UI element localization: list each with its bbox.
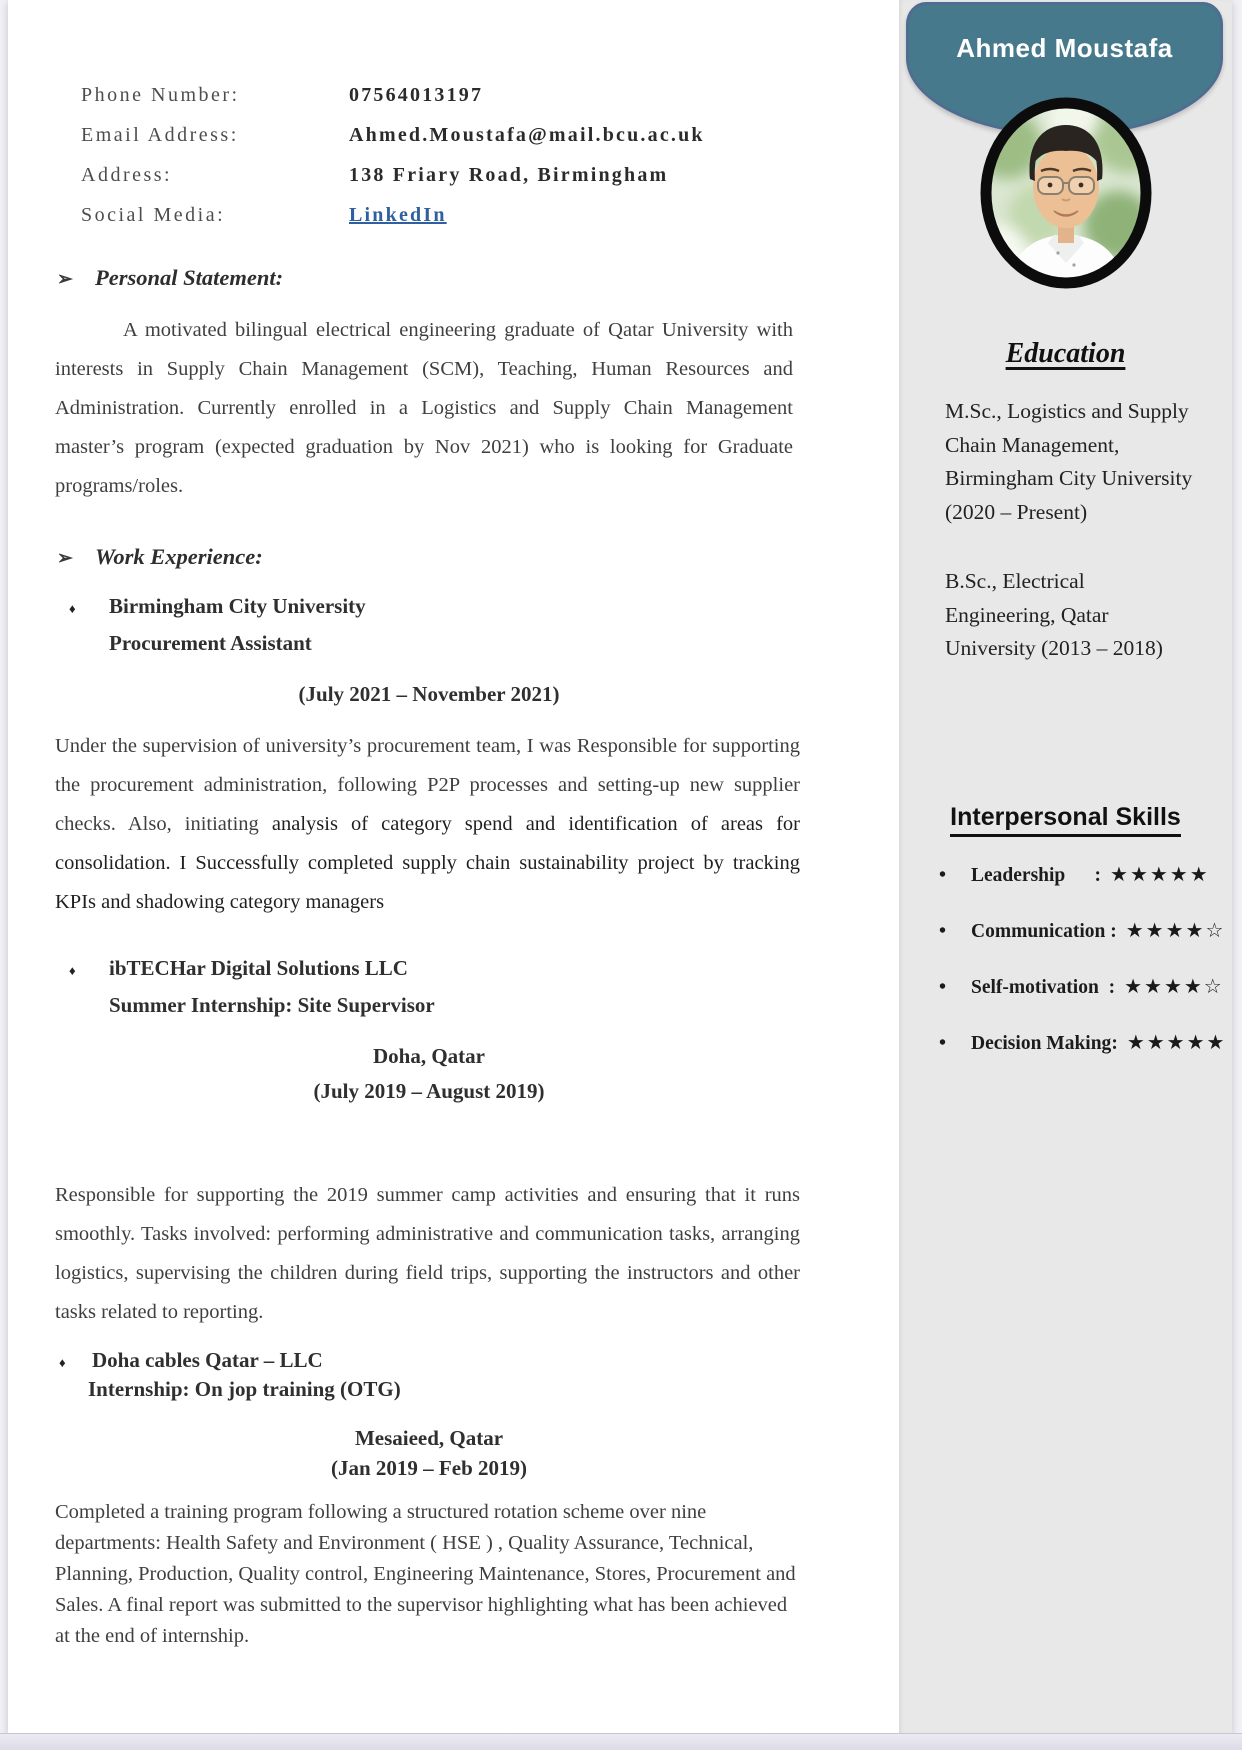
- linkedin-link[interactable]: LinkedIn: [349, 204, 447, 226]
- contact-row-social: [81, 204, 803, 227]
- job-doha-cables: [55, 1348, 803, 1652]
- job-location: Mesaieed, Qatar: [354, 1426, 504, 1450]
- dot-bullet-icon: •: [939, 1032, 947, 1054]
- skill-colon: :: [1065, 865, 1102, 886]
- address-label: Address:: [81, 164, 173, 186]
- star-rating: ★★★★☆: [1124, 974, 1224, 998]
- viewer-bottom-bar: [0, 1733, 1242, 1750]
- job-birmingham-city-university: [55, 594, 803, 922]
- job-description: Responsible for supporting the 2019 summer camp activities and ensuring that it runs smoothly. Tasks involved: performing administrative and communication tasks, arranging logistics, supervising the children during field trips, supporting the instructors and other tasks related to reporting.: [55, 1184, 800, 1323]
- diamond-bullet-icon: ♦: [59, 1355, 66, 1370]
- phone-value: 07564013197: [349, 84, 484, 106]
- skill-label: Self-motivation: [971, 977, 1099, 998]
- skill-self-motivation: [939, 974, 1224, 999]
- dot-bullet-icon: •: [939, 864, 947, 886]
- personal-statement-heading: [57, 265, 803, 291]
- education-heading: Education: [1005, 338, 1126, 369]
- skill-colon: :: [1111, 1033, 1118, 1054]
- main-column: [55, 0, 803, 1652]
- diamond-bullet-icon: ♦: [69, 963, 76, 978]
- contact-block: [81, 84, 803, 227]
- work-experience-title: Work Experience:: [95, 544, 263, 569]
- job-description-run: Under the supervision of university’s procurement team, I was Responsible for supporting the procurement administration, following P2P processes and setting-up new supplier checks. Also, initiating: [55, 735, 800, 835]
- job-dates: (July 2019 – August 2019): [313, 1079, 545, 1103]
- candidate-name: Ahmed Moustafa: [956, 33, 1173, 63]
- skill-communication: [939, 918, 1226, 943]
- job-company: Birmingham City University: [109, 594, 366, 618]
- job-description: [55, 727, 800, 922]
- job-dates: (July 2021 – November 2021): [298, 682, 560, 706]
- job-dates: (Jan 2019 – Feb 2019): [331, 1456, 527, 1480]
- skill-colon: :: [1098, 977, 1116, 998]
- dot-bullet-icon: •: [939, 976, 947, 998]
- contact-row-email: [81, 124, 803, 147]
- email-label: Email Address:: [81, 124, 239, 146]
- work-experience-heading: [57, 544, 803, 570]
- personal-statement-body: A motivated bilingual electrical engineering graduate of Qatar University with interests in Supply Chain Management (SCM), Teaching, Human Resources and Administration. Currently enrolled in a Logistics and Supply Chain Management master’s program (expected graduation by Nov 2021) who is looking for Graduate programs/roles.: [55, 319, 793, 497]
- job-role: Procurement Assistant: [109, 631, 312, 655]
- education-item-bsc: B.Sc., Electrical Engineering, Qatar University (2013 – 2018): [945, 569, 1163, 660]
- social-media-label: Social Media:: [81, 204, 226, 226]
- skill-decision-making: [939, 1030, 1227, 1055]
- sidebar: [899, 0, 1232, 1734]
- contact-row-address: [81, 164, 803, 187]
- job-role: Internship: On jop training (OTG): [88, 1377, 401, 1401]
- job-ibtechar: [55, 956, 803, 1332]
- profile-photo-image: [978, 95, 1154, 291]
- interpersonal-skills-heading: Interpersonal Skills: [899, 803, 1232, 832]
- job-description-run: analysis of category spend and identification of areas for consolidation. I Successfully completed supply chain sustainability project by tracking KPIs and shadowing category managers: [55, 813, 800, 913]
- job-company: ibTECHar Digital Solutions LLC: [109, 956, 408, 980]
- diamond-bullet-icon: ♦: [69, 601, 76, 616]
- job-role: Summer Internship: Site Supervisor: [109, 993, 435, 1017]
- cv-page: [8, 0, 1232, 1734]
- personal-statement-title: Personal Statement:: [95, 265, 284, 290]
- skill-label: Decision Making: [971, 1033, 1112, 1054]
- job-company: Doha cables Qatar – LLC: [92, 1348, 323, 1372]
- skill-label: Leadership: [971, 865, 1066, 886]
- education-item-msc: M.Sc., Logistics and Supply Chain Management, Birmingham City University (2020 – Present): [945, 399, 1193, 524]
- star-rating: ★★★★★: [1126, 1030, 1227, 1054]
- contact-row-phone: [81, 84, 803, 107]
- profile-photo: [978, 95, 1154, 291]
- skill-colon: :: [1105, 921, 1117, 942]
- star-rating: ★★★★☆: [1125, 918, 1226, 942]
- phone-label: Phone Number:: [81, 84, 240, 106]
- skill-label: Communication: [971, 921, 1106, 942]
- job-description: Completed a training program following a structured rotation scheme over nine departments: Health Safety and Environment ( HSE ) , Quality Assurance, Technical, Planning, Production, Quality control, Engineering Maintenance, Stores, Procurement and Sales. A final report was submitted to the supervisor highlighting what has been achieved at the end of internship.: [55, 1501, 796, 1647]
- arrow-bullet-icon: ➢: [57, 269, 73, 290]
- email-value: Ahmed.Moustafa@mail.bcu.ac.uk: [349, 124, 705, 146]
- dot-bullet-icon: •: [939, 920, 947, 942]
- star-rating: ★★★★★: [1110, 862, 1210, 886]
- job-location: Doha, Qatar: [373, 1044, 485, 1068]
- address-value: 138 Friary Road, Birmingham: [349, 164, 669, 186]
- arrow-bullet-icon: ➢: [57, 548, 73, 569]
- skill-leadership: [939, 862, 1219, 887]
